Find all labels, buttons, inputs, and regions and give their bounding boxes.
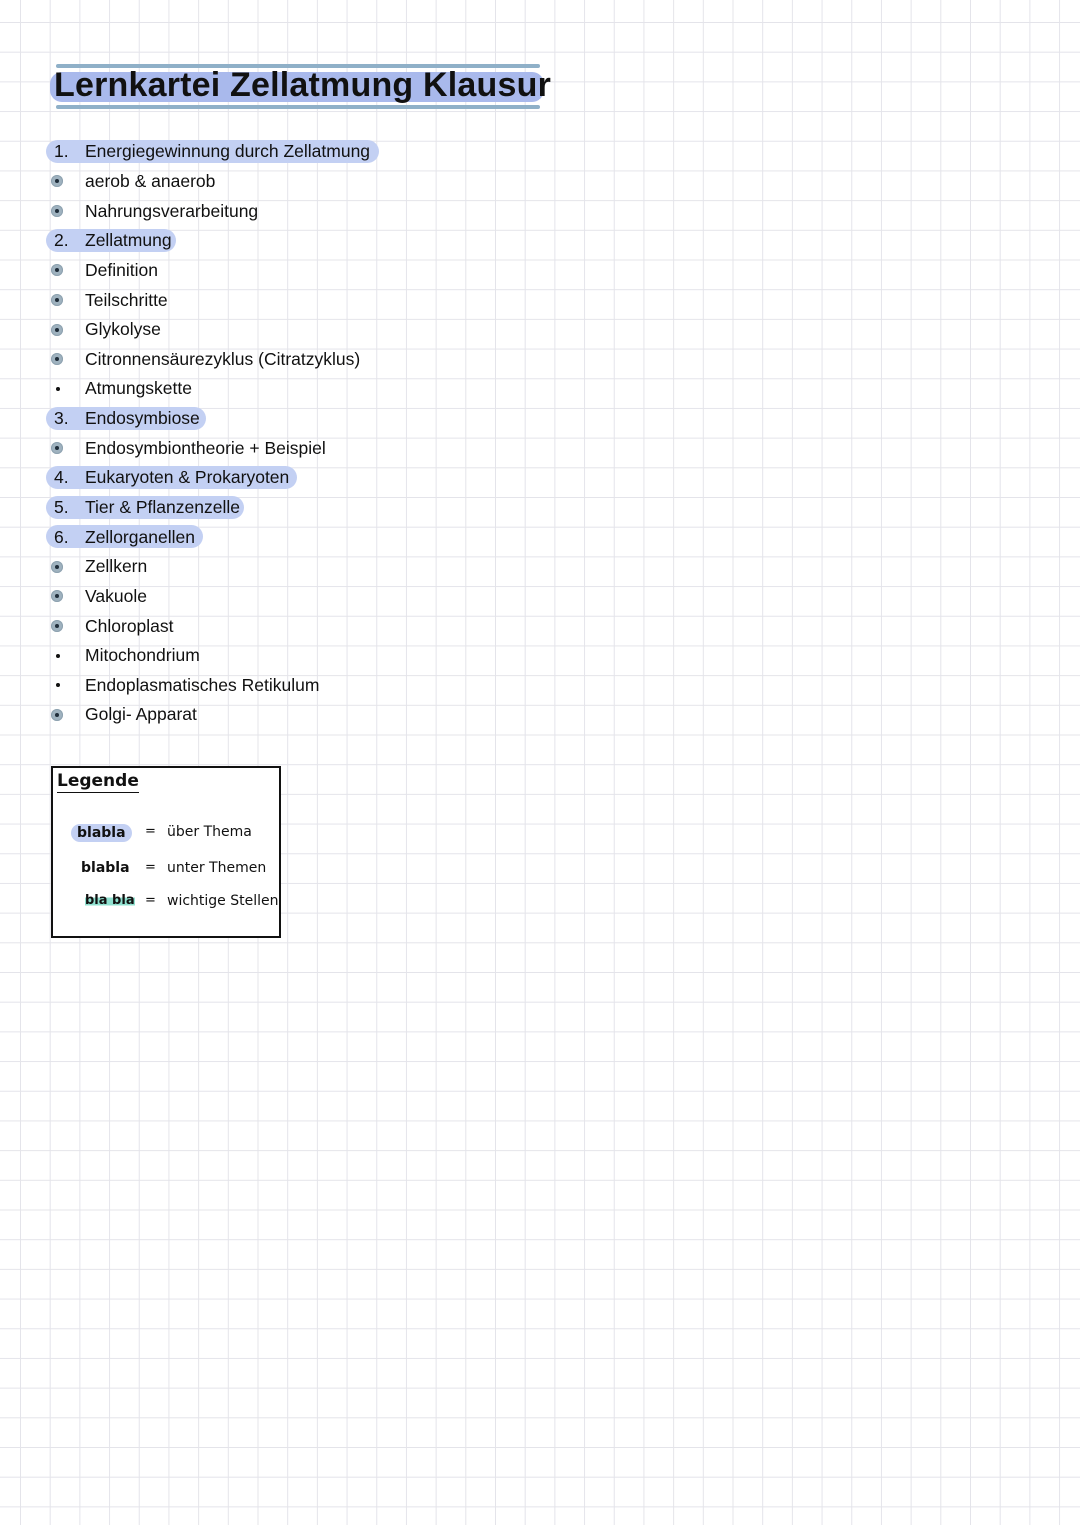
topic-number: 6. — [54, 526, 69, 547]
bullet-dot-icon — [51, 294, 63, 306]
legend-sample-teal: bla bla — [85, 893, 135, 908]
bullet-dot-icon — [51, 175, 63, 187]
legend-equals: = — [145, 824, 156, 839]
sub-topic-label: Endoplasmatisches Retikulum — [85, 674, 320, 695]
sub-topic-label: Mitochondrium — [85, 645, 200, 666]
sub-topic-label: Chloroplast — [85, 615, 174, 636]
sub-topic-label: Zellkern — [85, 556, 148, 577]
sub-topic-label: Citronnensäurezyklus (Citratzyklus) — [85, 348, 361, 369]
main-topic-label: Tier & Pflanzenzelle — [85, 497, 240, 517]
topic-number: 2. — [54, 230, 69, 251]
bullet-dot-icon — [51, 709, 63, 721]
legend-description: wichtige Stellen — [167, 893, 279, 909]
main-topic-label: Endosymbiose — [85, 408, 200, 429]
legend-sample-plain: blabla — [81, 860, 130, 876]
main-topic-label: Zellorganellen — [85, 526, 195, 547]
title-block — [50, 60, 552, 114]
sub-topic-label: Teilschritte — [85, 289, 168, 310]
sub-topic-label: Atmungskette — [85, 378, 192, 399]
sub-topic-label: aerob & anaerob — [85, 170, 216, 191]
bullet-dot-icon — [51, 590, 63, 602]
legend-description: unter Themen — [167, 860, 267, 876]
sub-topic-label: Vakuole — [85, 585, 147, 606]
title-underline-bottom — [56, 105, 540, 109]
sub-topic-label: Nahrungsverarbeitung — [85, 200, 259, 221]
main-topic-label: Zellatmung — [85, 230, 172, 251]
bullet-small-dot-icon — [56, 387, 60, 391]
bullet-dot-icon — [51, 264, 63, 276]
legend-sample-highlight: blabla — [71, 824, 132, 842]
bullet-small-dot-icon — [56, 654, 60, 658]
bullet-small-dot-icon — [56, 683, 60, 687]
legend-row-important — [53, 893, 279, 917]
sub-topic-label: Endosymbiontheorie + Beispiel — [85, 437, 326, 458]
bullet-dot-icon — [51, 324, 63, 336]
sub-topic-label: Glykolyse — [85, 319, 161, 340]
sub-topic-label: Definition — [85, 259, 158, 280]
main-topic-label: Energiegewinnung durch Zellatmung — [85, 141, 371, 162]
legend-row-sub-topic — [53, 860, 279, 884]
bullet-dot-icon — [51, 561, 63, 573]
topic-number: 5. — [54, 497, 69, 517]
bullet-dot-icon — [51, 353, 63, 365]
sub-topic-label: Golgi- Apparat — [85, 704, 197, 725]
topic-number: 3. — [54, 408, 69, 429]
topic-number: 4. — [54, 467, 69, 488]
main-topic-label: Eukaryoten & Prokaryoten — [85, 467, 290, 488]
legend-box — [51, 766, 281, 938]
legend-description: über Thema — [167, 824, 252, 840]
bullet-dot-icon — [51, 620, 63, 632]
legend-row-main-topic — [53, 824, 279, 848]
legend-title: Legende — [57, 771, 139, 791]
legend-equals: = — [145, 860, 156, 875]
topic-number: 1. — [54, 141, 69, 162]
bullet-dot-icon — [51, 205, 63, 217]
page-title: Lernkartei Zellatmung Klausur — [54, 66, 552, 104]
bullet-dot-icon — [51, 442, 63, 454]
legend-equals: = — [145, 893, 156, 908]
